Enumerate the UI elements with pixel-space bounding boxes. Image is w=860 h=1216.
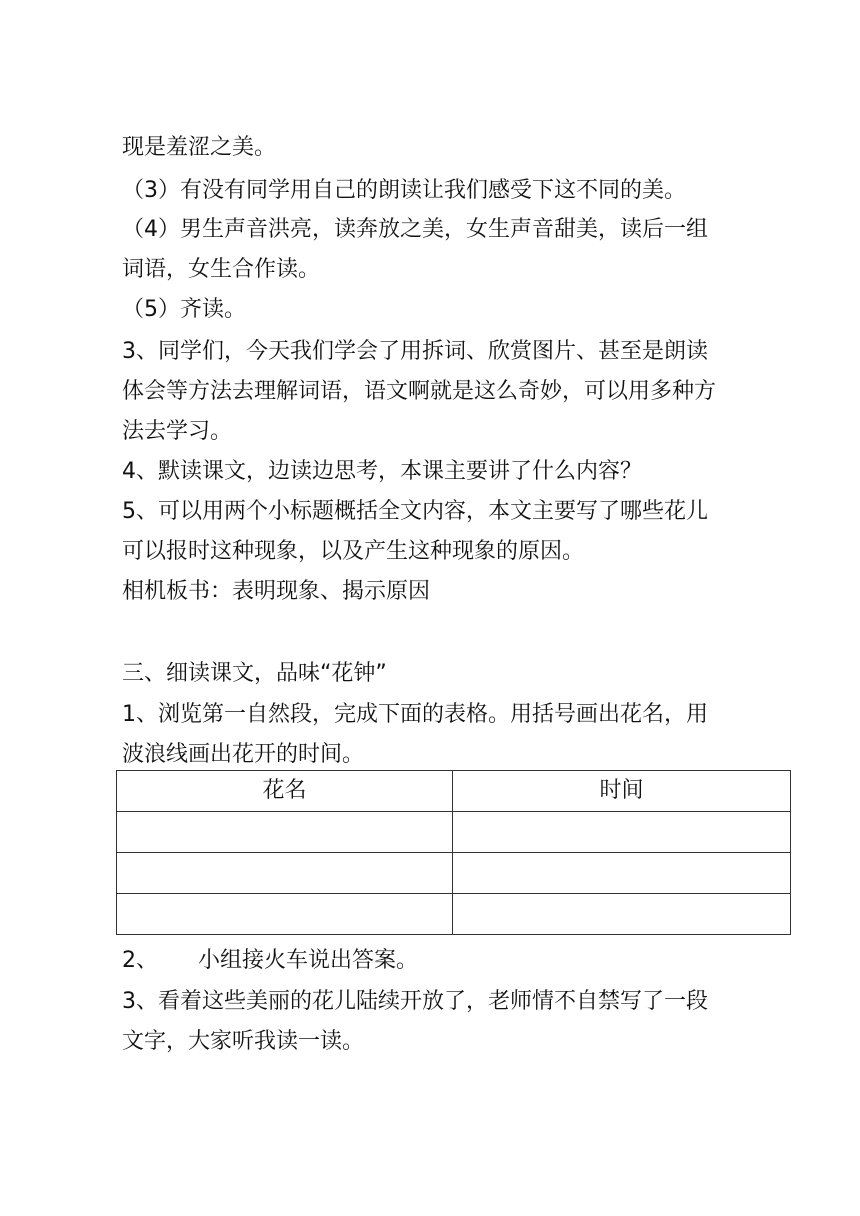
paragraph-line: 法去学习。 — [122, 419, 233, 444]
table-cell — [453, 853, 791, 894]
table-row — [117, 894, 791, 935]
paragraph-line: 4、默读课文，边读边思考，本课主要讲了什么内容？ — [122, 459, 642, 484]
table-header-row — [117, 771, 791, 812]
paragraph-line: 3、看着这些美丽的花儿陆续开放了，老师情不自禁写了一段 — [122, 989, 708, 1014]
list-item-2 — [122, 947, 418, 975]
paragraph-line: 文字，大家听我读一读。 — [122, 1029, 365, 1054]
section-heading: 三、细读课文，品味“花钟” — [122, 661, 387, 686]
list-item-text: 小组接火车说出答案。 — [198, 948, 419, 973]
table-row — [117, 812, 791, 853]
paragraph-line: 波浪线画出花开的时间。 — [122, 742, 365, 767]
paragraph-line: 现是羞涩之美。 — [122, 135, 277, 160]
paragraph-line: 5、可以用两个小标题概括全文内容，本文主要写了哪些花儿 — [122, 499, 708, 524]
paragraph-line: （5）齐读。 — [122, 297, 246, 322]
paragraph-line: 可以报时这种现象，以及产生这种现象的原因。 — [122, 539, 585, 564]
paragraph-line: 3、同学们，今天我们学会了用拆词、欣赏图片、甚至是朗读 — [122, 339, 708, 364]
paragraph-line: 1、浏览第一自然段，完成下面的表格。用括号画出花名，用 — [122, 702, 708, 727]
paragraph-line: 词语，女生合作读。 — [122, 257, 321, 282]
table-cell — [117, 812, 453, 853]
paragraph-line: 相机板书：表明现象、揭示原因 — [122, 579, 431, 604]
paragraph-line: （3）有没有同学用自己的朗读让我们感受下这不同的美。 — [122, 178, 686, 203]
table-cell — [453, 812, 791, 853]
paragraph-line: （4）男生声音洪亮，读奔放之美，女生声音甜美，读后一组 — [122, 217, 708, 242]
table-cell — [453, 894, 791, 935]
table-row — [117, 853, 791, 894]
list-item-number: 2、 — [122, 948, 158, 973]
paragraph-line: 体会等方法去理解词语，语文啊就是这么奇妙，可以用多种方 — [122, 379, 717, 404]
table-cell — [117, 853, 453, 894]
flower-time-table — [116, 770, 791, 935]
header-time: 时间 — [453, 771, 791, 812]
header-flower-name: 花名 — [117, 771, 453, 812]
table-cell — [117, 894, 453, 935]
